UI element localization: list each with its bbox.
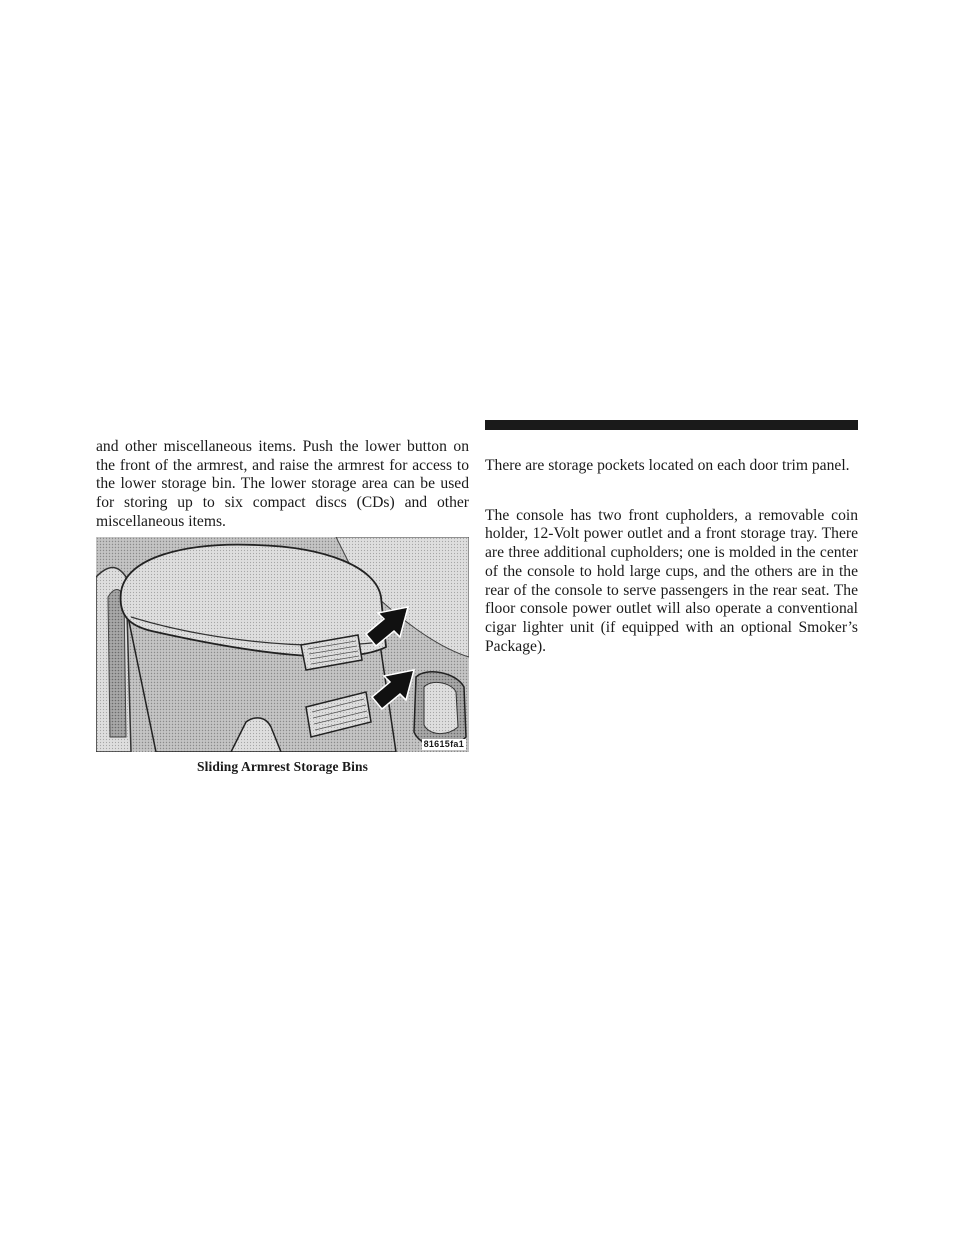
right-column xyxy=(485,420,858,656)
figure-code: 81615fa1 xyxy=(423,738,464,749)
left-column xyxy=(96,438,469,775)
console-paragraph: The console has two front cupholders, a removable coin holder, 12-Volt power outlet and a front storage tray. There are three additional cupholders; one is molded in the center of the console to hold large cups, and the others are in the rear of the console to serve passengers in the rear seat. The floor console power outlet will also operate a conventional cigar lighter unit (if equipped with an optional Smoker’s Package). xyxy=(485,506,858,655)
figure-caption: Sliding Armrest Storage Bins xyxy=(197,758,368,774)
section-header-bar xyxy=(485,420,858,430)
armrest-storage-figure xyxy=(96,537,469,752)
armrest-illustration xyxy=(96,537,469,752)
door-pockets-paragraph: There are storage pockets located on each door trim panel. xyxy=(485,457,850,474)
armrest-paragraph: and other miscellaneous items. Push the lower button on the front of the armrest, and raise the armrest for access to the lower storage bin. The lower storage area can be used for storing up to six compact discs (CDs) and other miscellaneous items. xyxy=(96,438,469,530)
